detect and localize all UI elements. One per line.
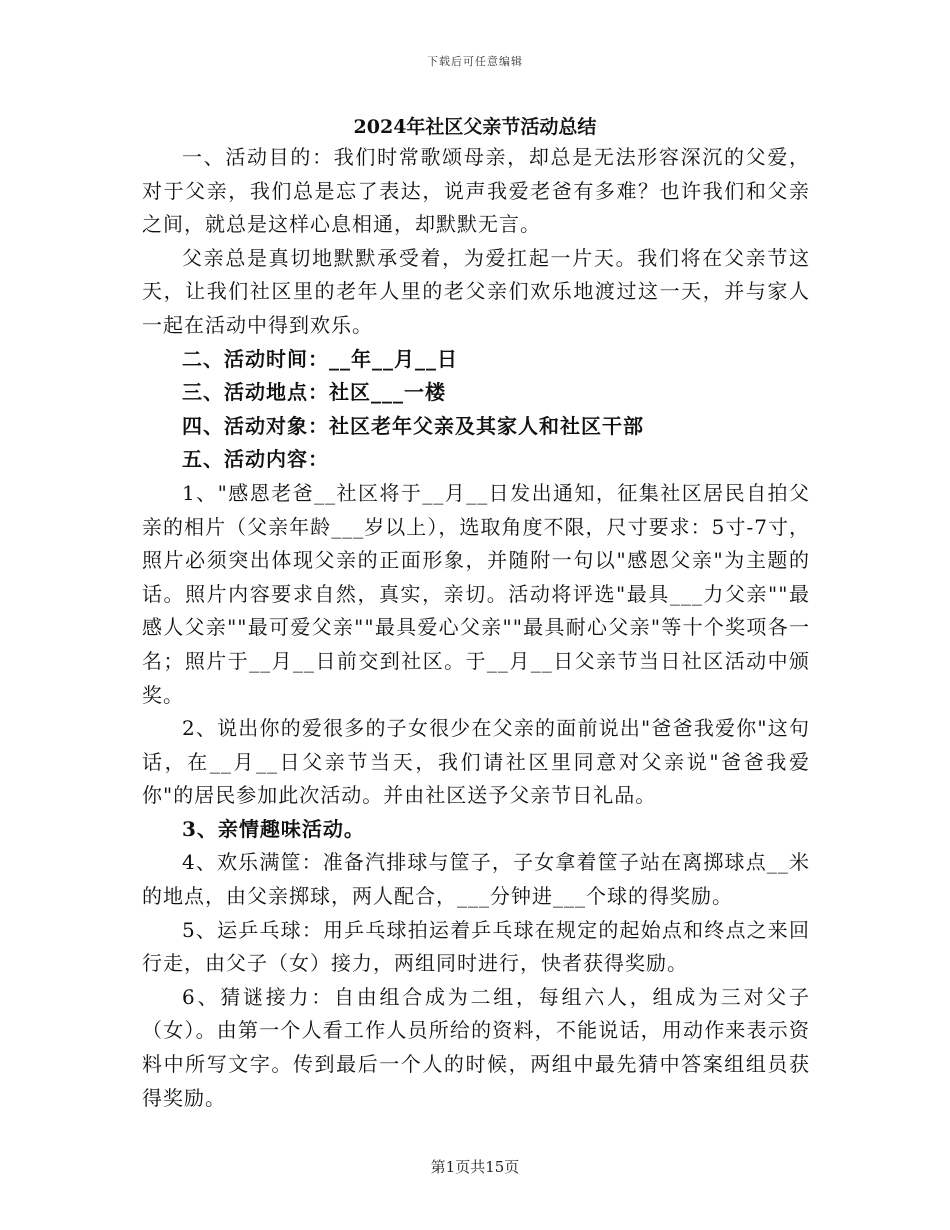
- paragraph-item-6: 6、猜谜接力：自由组合成为二组，每组六人，组成为三对父子（女）。由第一个人看工作人员所给的资料，不能说话，用动作来表示资料中所写文字。传到最后一个人的时候，两组中最先猜中答案组组员获得奖励。: [142, 984, 810, 1110]
- paragraph-item-5: 5、运乒乓球：用乒乓球拍运着乒乓球在规定的起始点和终点之来回行走，由父子（女）接力，两组同时进行，快者获得奖励。: [142, 917, 810, 976]
- heading-item-3: 3、亲情趣味活动。: [182, 816, 365, 841]
- document-title: 2024年社区父亲节活动总结: [353, 116, 597, 138]
- paragraph-item-2: 2、说出你的爱很多的子女很少在父亲的面前说出"爸爸我爱你"这句话，在__月__日父亲节当天，我们请社区里同意对父亲说"爸爸我爱你"的居民参加此次活动。并由社区送予父亲节日礼品。: [142, 716, 810, 808]
- header-note: 下载后可任意编辑: [427, 55, 523, 68]
- heading-activity-target: 四、活动对象：社区老年父亲及其家人和社区干部: [182, 413, 644, 438]
- paragraph-item-1: 1、"感恩老爸__社区将于__月__日发出通知，征集社区居民自拍父亲的相片（父亲年龄___岁以上），选取角度不限，尺寸要求：5寸-7寸，照片必须突出体现父亲的正面形象，并随附一句以"感恩父亲"为主题的话。照片内容要求自然，真实，亲切。活动将评选"最具___力父亲""最感人父亲""最可爱父亲""最具爱心父亲""最具耐心父亲"等十个奖项各一名；照片于__月__日前交到社区。于__月__日父亲节当日社区活动中颁奖。: [142, 480, 810, 707]
- paragraph-item-4: 4、欢乐满筐：准备汽排球与筐子，子女拿着筐子站在离掷球点__米的地点，由父亲掷球，两人配合，___分钟进___个球的得奖励。: [142, 850, 810, 909]
- paragraph-purpose: 一、活动目的：我们时常歌颂母亲，却总是无法形容深沉的父爱，对于父亲，我们总是忘了表达，说声我爱老爸有多难？也许我们和父亲之间，就总是这样心息相通，却默默无言。: [142, 145, 810, 237]
- page-footer: 第1页共15页: [430, 1158, 520, 1176]
- heading-activity-location: 三、活动地点：社区___一楼: [182, 380, 446, 405]
- document-body: [142, 141, 810, 1115]
- paragraph-purpose-continued: 父亲总是真切地默默承受着，为爱扛起一片天。我们将在父亲节这天，让我们社区里的老年人里的老父亲们欢乐地渡过这一天，并与家人一起在活动中得到欢乐。: [142, 245, 810, 337]
- heading-activity-time: 二、活动时间：__年__月__日: [182, 346, 458, 371]
- heading-activity-content: 五、活动内容：: [182, 447, 329, 472]
